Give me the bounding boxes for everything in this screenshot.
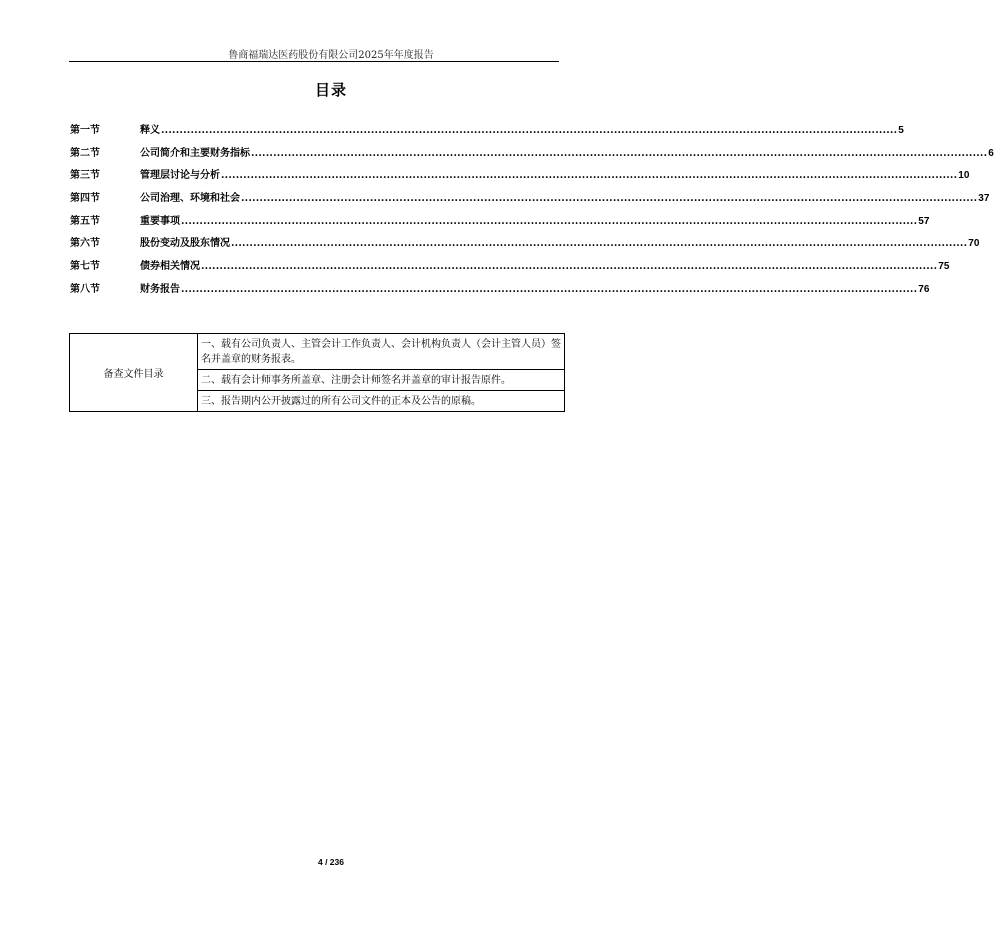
reference-document-item: 一、载有公司负责人、主管会计工作负责人、会计机构负责人（会计主管人员）签名并盖章的财务报表。 <box>198 334 565 370</box>
header-divider <box>69 61 559 62</box>
toc-page-number: 70 <box>968 238 980 250</box>
toc-page-number: 76 <box>918 283 930 295</box>
toc-section-number: 第四节 <box>70 193 100 205</box>
toc-section-title: 股份变动及股东情况 <box>140 238 230 250</box>
toc-section-title: 公司简介和主要财务指标 <box>140 147 250 159</box>
reference-document-item: 三、报告期内公开披露过的所有公司文件的正本及公告的原稿。 <box>198 391 565 412</box>
toc-section-number: 第六节 <box>70 238 100 250</box>
toc-leader-dots: ........................................................................................................................................................................................................ <box>221 170 958 182</box>
toc-section-number: 第一节 <box>70 125 100 136</box>
toc-leader-dots: ........................................................................................................................................................................................................ <box>231 238 968 250</box>
toc-page-number: 37 <box>978 193 990 205</box>
toc-leader-dots: ........................................................................................................................................................................................................ <box>201 261 938 273</box>
toc-section-title: 财务报告 <box>140 283 180 295</box>
toc-leader-dots: ........................................................................................................................................................................................................ <box>251 147 988 159</box>
toc-section-number: 第二节 <box>70 147 100 159</box>
toc-section-title: 管理层讨论与分析 <box>140 170 220 182</box>
toc-page-number: 57 <box>918 215 930 227</box>
toc-section-title: 公司治理、环境和社会 <box>140 193 240 205</box>
reference-documents-table <box>69 333 565 412</box>
page-number: 4 / 236 <box>318 857 344 867</box>
toc-entry[interactable] <box>70 189 990 212</box>
toc-leader-dots: ........................................................................................................................................................................................................ <box>161 125 898 136</box>
toc-page-number: 5 <box>898 125 904 136</box>
toc-entry[interactable] <box>70 144 994 167</box>
reference-document-item: 二、载有会计师事务所盖章、注册会计师签名并盖章的审计报告原件。 <box>198 370 565 391</box>
toc-entry[interactable] <box>70 280 930 303</box>
toc-section-number: 第七节 <box>70 261 100 273</box>
toc-leader-dots: ........................................................................................................................................................................................................ <box>181 283 918 295</box>
running-header: 鲁商福瑞达医药股份有限公司2025年年度报告 <box>228 50 434 61</box>
toc-section-title: 释义 <box>140 125 160 136</box>
toc-section-number: 第三节 <box>70 170 100 182</box>
toc-section-title: 重要事项 <box>140 215 180 227</box>
toc-page-number: 75 <box>938 261 950 273</box>
toc-section-title: 债券相关情况 <box>140 261 200 273</box>
toc-section-number: 第八节 <box>70 283 100 295</box>
toc-section-number: 第五节 <box>70 215 100 227</box>
toc-entry[interactable] <box>70 212 930 235</box>
table-row <box>70 334 565 370</box>
toc-leader-dots: ........................................................................................................................................................................................................ <box>181 215 918 227</box>
toc-entry[interactable] <box>70 166 970 189</box>
page-title: 目录 <box>314 81 347 99</box>
toc-page-number: 10 <box>958 170 970 182</box>
toc-entry[interactable] <box>70 121 904 144</box>
table-of-contents <box>70 121 994 303</box>
toc-entry[interactable] <box>70 234 980 257</box>
toc-leader-dots: ........................................................................................................................................................................................................ <box>241 193 978 205</box>
toc-entry[interactable] <box>70 257 950 280</box>
reference-documents-label: 备查文件目录 <box>70 334 198 412</box>
toc-page-number: 6 <box>988 147 994 159</box>
